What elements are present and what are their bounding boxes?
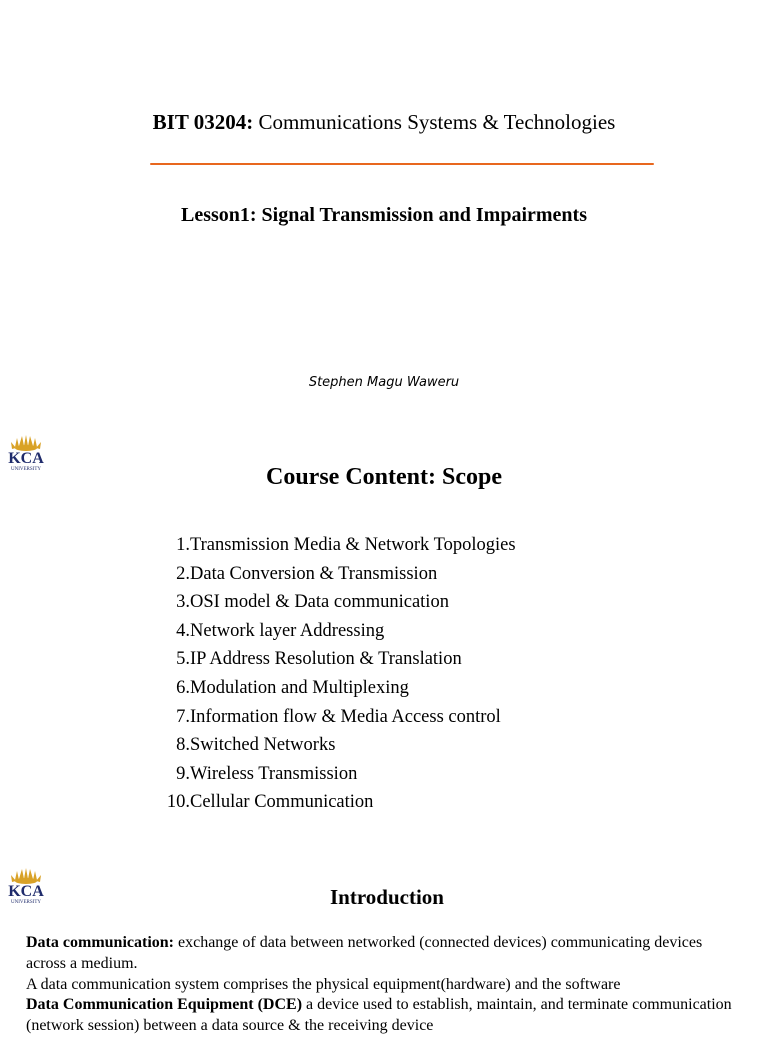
list-item: 3.OSI model & Data communication xyxy=(176,592,449,613)
list-item: 6.Modulation and Multiplexing xyxy=(176,677,409,698)
introduction-body xyxy=(26,933,746,1037)
course-content-list xyxy=(150,531,516,817)
logo-subtext: UNIVERSITY xyxy=(11,900,41,905)
term: Data Communication Equipment (DCE) xyxy=(26,996,303,1014)
title-divider xyxy=(150,163,654,165)
introduction-title: Introduction xyxy=(330,885,444,909)
list-item: 8.Switched Networks xyxy=(176,735,336,756)
list-item: 4.Network layer Addressing xyxy=(176,620,385,641)
logo-text: KCA xyxy=(8,883,44,900)
list-item: 5.IP Address Resolution & Translation xyxy=(176,649,462,670)
list-item: 9.Wireless Transmission xyxy=(176,763,358,784)
scope-title: Course Content: Scope xyxy=(266,464,502,490)
paragraph: Data Communication Equipment (DCE) a device used to establish, maintain, and terminate communication (network session) between a data source & the receiving device xyxy=(26,996,732,1035)
list-item: 7.Information flow & Media Access control xyxy=(176,706,501,727)
logo-subtext: UNIVERSITY xyxy=(11,467,41,472)
logo-text: KCA xyxy=(8,450,44,467)
list-item: 10.Cellular Communication xyxy=(166,792,374,813)
paragraph: A data communication system comprises the physical equipment(hardware) and the software xyxy=(26,975,621,993)
author-name: Stephen Magu Waweru xyxy=(308,375,460,390)
list-item: 2.Data Conversion & Transmission xyxy=(176,563,438,584)
course-code: BIT 03204: xyxy=(152,110,254,134)
course-title xyxy=(0,110,768,135)
term: Data communication: xyxy=(26,934,174,951)
paragraph: Data communication: exchange of data between networked (connected devices) communicating devices across a medium. xyxy=(26,934,703,972)
lesson-title: Lesson1: Signal Transmission and Impairments xyxy=(180,204,587,226)
course-name: Communications Systems & Technologies xyxy=(253,110,616,134)
list-item: 1.Transmission Media & Network Topologies xyxy=(176,535,516,555)
